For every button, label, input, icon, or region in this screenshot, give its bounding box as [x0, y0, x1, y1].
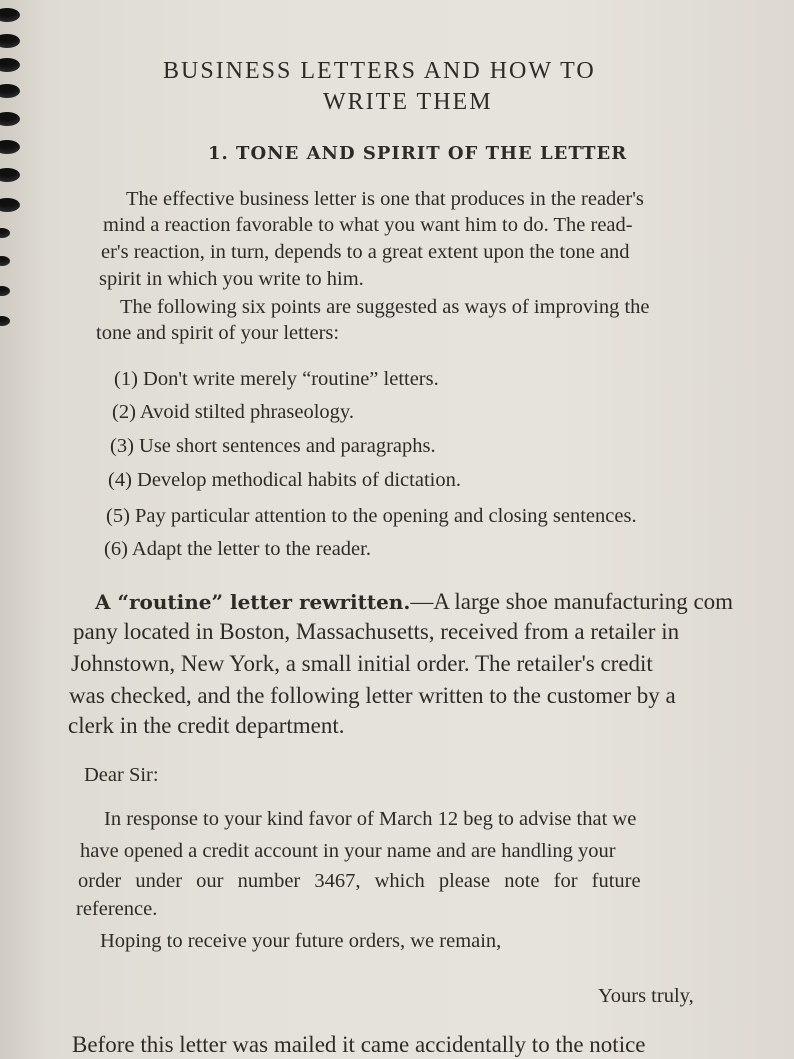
letter-sign-off: Yours truly, [598, 985, 694, 1007]
example-heading: A “routine” letter rewritten. [95, 590, 411, 614]
page-title-line-1: BUSINESS LETTERS AND HOW TO [163, 58, 596, 84]
points-intro-line: The following six points are suggested as ways of improving the [120, 296, 650, 318]
intro-line: er's reaction, in turn, depends to a great extent upon the tone and [101, 241, 630, 263]
example-first-line [95, 589, 733, 615]
points-intro-line: tone and spirit of your letters: [96, 322, 340, 344]
list-item: (1) Don't write merely “routine” letters. [114, 368, 439, 390]
letter-closing-line: Hoping to receive your future orders, we remain, [100, 930, 502, 952]
example-line: clerk in the credit department. [68, 713, 345, 738]
example-line: —A large shoe manufacturing com [410, 589, 734, 614]
list-item: (4) Develop methodical habits of dictation. [108, 469, 461, 491]
example-line: was checked, and the following letter written to the customer by a [69, 683, 676, 708]
letter-salutation: Dear Sir: [84, 764, 159, 786]
list-item: (2) Avoid stilted phraseology. [112, 401, 354, 423]
page-title-line-2: WRITE THEM [323, 89, 493, 115]
trailing-line: Before this letter was mailed it came accidentally to the notice [72, 1032, 646, 1057]
letter-body-line: In response to your kind favor of March 12 beg to advise that we [104, 808, 637, 830]
list-item: (3) Use short sentences and paragraphs. [110, 435, 436, 457]
example-line: pany located in Boston, Massachusetts, received from a retailer in [73, 619, 680, 644]
spiral-binding [0, 0, 28, 340]
intro-line: mind a reaction favorable to what you want him to do. The read- [103, 214, 633, 236]
intro-line: spirit in which you write to him. [99, 268, 364, 290]
letter-body-line: order under our number 3467, which please note for future [78, 870, 641, 892]
example-line: Johnstown, New York, a small initial order. The retailer's credit [71, 651, 653, 676]
letter-body-line: have opened a credit account in your name and are handling your [80, 840, 616, 862]
list-item: (6) Adapt the letter to the reader. [104, 538, 371, 560]
section-heading: 1. TONE AND SPIRIT OF THE LETTER [208, 143, 628, 164]
letter-body-line: reference. [76, 898, 158, 920]
list-item: (5) Pay particular attention to the opening and closing sentences. [106, 505, 637, 527]
intro-line: The effective business letter is one that produces in the reader's [126, 188, 644, 210]
